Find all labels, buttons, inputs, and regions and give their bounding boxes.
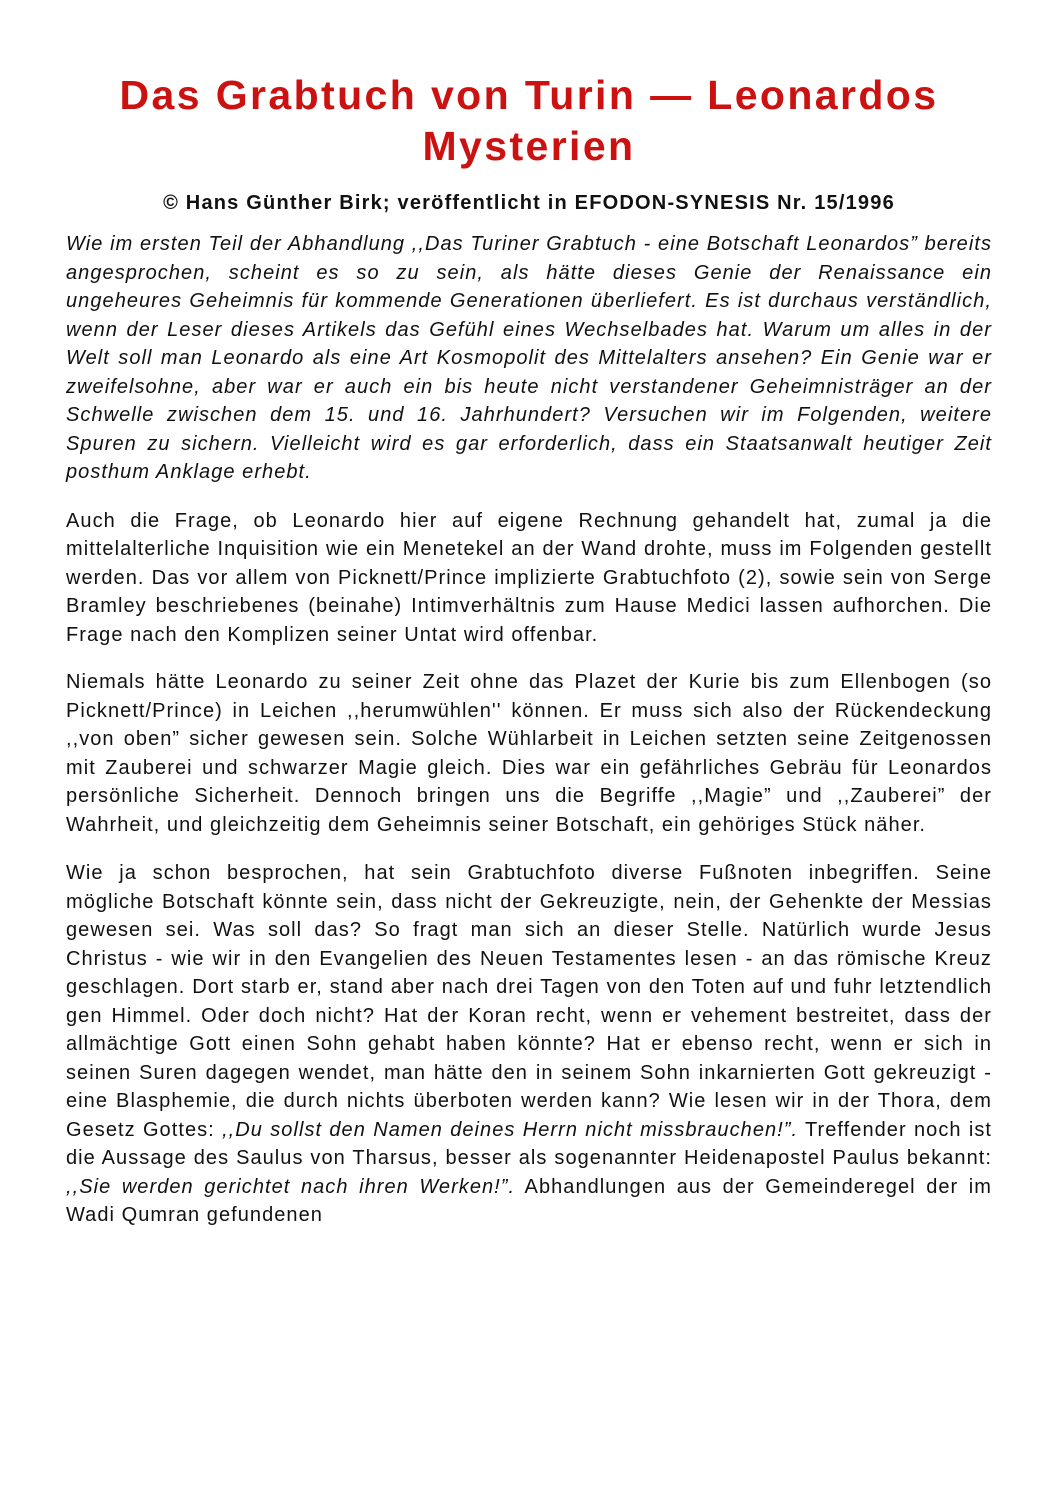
author-byline: © Hans Günther Birk; veröffentlicht in EFODON-SYNESIS Nr. 15/1996 — [163, 192, 895, 214]
paragraph-text: Treffender noch ist die Aussage des Saulus von Tharsus, besser als sogenannter Heidenapostel Paulus bekannt: — [66, 1118, 992, 1169]
paulus-quote: ,,Sie werden gerichtet nach ihren Werken!”. — [66, 1175, 516, 1198]
document-page — [66, 70, 992, 1230]
paragraph — [66, 859, 992, 1230]
paragraph: Niemals hätte Leonardo zu seiner Zeit ohne das Plazet der Kurie bis zum Ellenbogen (so Picknett/Prince) in Leichen ,,herumwühlen'' können. Er muss sich also der Rückendeckung ,,von oben” sicher gewesen sein. Solche Wühlarbeit in Leichen setzten seine Zeitgenossen mit Zauberei und schwarzer Magie gleich. Dies war ein gefährliches Gebräu für Leonardos persönliche Sicherheit. Dennoch bringen uns die Begriffe ,,Magie” und ,,Zauberei” der Wahrheit, und gleichzeitig dem Geheimnis seiner Botschaft, ein gehöriges Stück näher. — [66, 671, 992, 836]
document-title: Das Grabtuch von Turin — Leonardos Mysterien — [119, 72, 939, 169]
torah-quote: ,,Du sollst den Namen deines Herrn nicht missbrauchen!”. — [222, 1118, 799, 1141]
paragraph-text: Abhandlungen aus der Gemeinderegel der im Wadi Qumran gefundenen — [66, 1175, 992, 1226]
paragraph: Auch die Frage, ob Leonardo hier auf eigene Rechnung gehandelt hat, zumal ja die mittelalterliche Inquisition wie ein Menetekel an der Wand drohte, muss im Folgenden gestellt werden. Das vor allem von Picknett/Prince implizierte Grabtuchfoto (2), sowie sein von Serge Bramley beschriebenes (beinahe) Intimverhältnis zum Hause Medici lassen aufhorchen. Die Frage nach den Komplizen seiner Untat wird offenbar. — [66, 509, 992, 646]
paragraph-text: Wie ja schon besprochen, hat sein Grabtuchfoto diverse Fußnoten inbegriffen. Seine mögliche Botschaft könnte sein, dass nicht der Gekreuzigte, nein, der Gehenkte der Messias gewesen sei. Was soll das? So fragt man sich an dieser Stelle. Natürlich wurde Jesus Christus - wie wir in den Evangelien des Neuen Testamentes lesen - an das römische Kreuz geschlagen. Dort starb er, stand aber nach drei Tagen von den Toten auf und fuhr letztendlich gen Himmel. Oder doch nicht? Hat der Koran recht, wenn er vehement bestreitet, dass der allmächtige Gott einen Sohn gehabt haben könnte? Hat er ebenso recht, wenn er sich in seinen Suren dagegen wendet, man hätte den in seinem Sohn inkarnierten Gott gekreuzigt - eine Blasphemie, die durch nichts überboten werden kann? Wie lesen wir in der Thora, dem Gesetz Gottes: — [66, 862, 992, 1141]
paragraph-intro: Wie im ersten Teil der Abhandlung ,,Das Turiner Grabtuch - eine Botschaft Leonardos” bereits angesprochen, scheint es so zu sein, als hätte dieses Genie der Renaissance ein ungeheures Geheimnis für kommende Generationen überliefert. Es ist durchaus verständlich, wenn der Leser dieses Artikels das Gefühl eines Wechselbades hat. Warum um alles in der Welt soll man Leonardo als eine Art Kosmopolit des Mittelalters ansehen? Ein Genie war er zweifelsohne, aber war er auch ein bis heute nicht verstandener Geheimnisträger an der Schwelle zwischen dem 15. und 16. Jahrhundert? Versuchen wir im Folgenden, weitere Spuren zu sichern. Vielleicht wird es gar erforderlich, dass ein Staatsanwalt heutiger Zeit posthum Anklage erhebt. — [66, 233, 992, 483]
